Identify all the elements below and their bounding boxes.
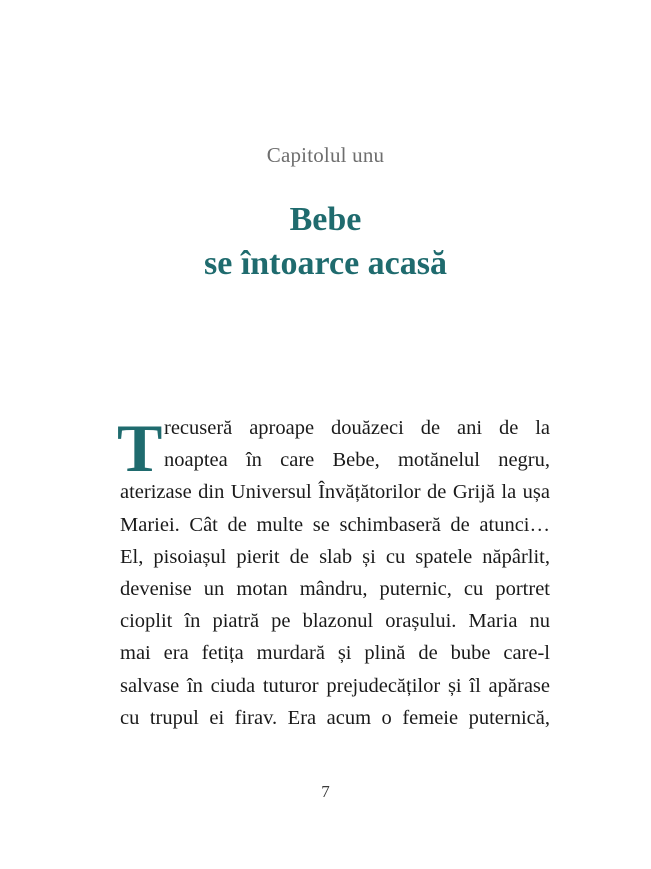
text-line: Mariei. Cât de multe se schimbaseră de atunci… xyxy=(120,513,550,536)
text-line: devenise un motan mândru, puternic, cu portret xyxy=(120,578,550,601)
page-number: 7 xyxy=(321,782,330,801)
chapter-title xyxy=(0,198,651,286)
text-line: noaptea în care Bebe, motănelul negru, xyxy=(164,449,550,472)
chapter-title-line-2: se întoarce acasă xyxy=(204,245,447,282)
text-line: recuseră aproape douăzeci de ani de la xyxy=(164,417,550,439)
text-line: mai era fetița murdară și plină de bube care-l xyxy=(120,642,550,665)
text-line: aterizase din Universul Învățătorilor de Grijă la ușa xyxy=(120,481,550,504)
text-line: salvase în ciuda tuturor prejudecăților și îl apărase xyxy=(120,674,550,697)
text-line: cu trupul ei firav. Era acum o femeie puternică, xyxy=(120,706,550,729)
chapter-label: Capitolul unu xyxy=(266,143,385,167)
drop-cap: T xyxy=(117,410,163,486)
body-text xyxy=(117,410,550,734)
chapter-title-line-1: Bebe xyxy=(289,201,362,238)
text-line: cioplit în piatră pe blazonul orașului. Maria nu xyxy=(120,610,550,633)
text-line: El, pisoiașul pierit de slab și cu spatele năpârlit, xyxy=(120,545,550,568)
